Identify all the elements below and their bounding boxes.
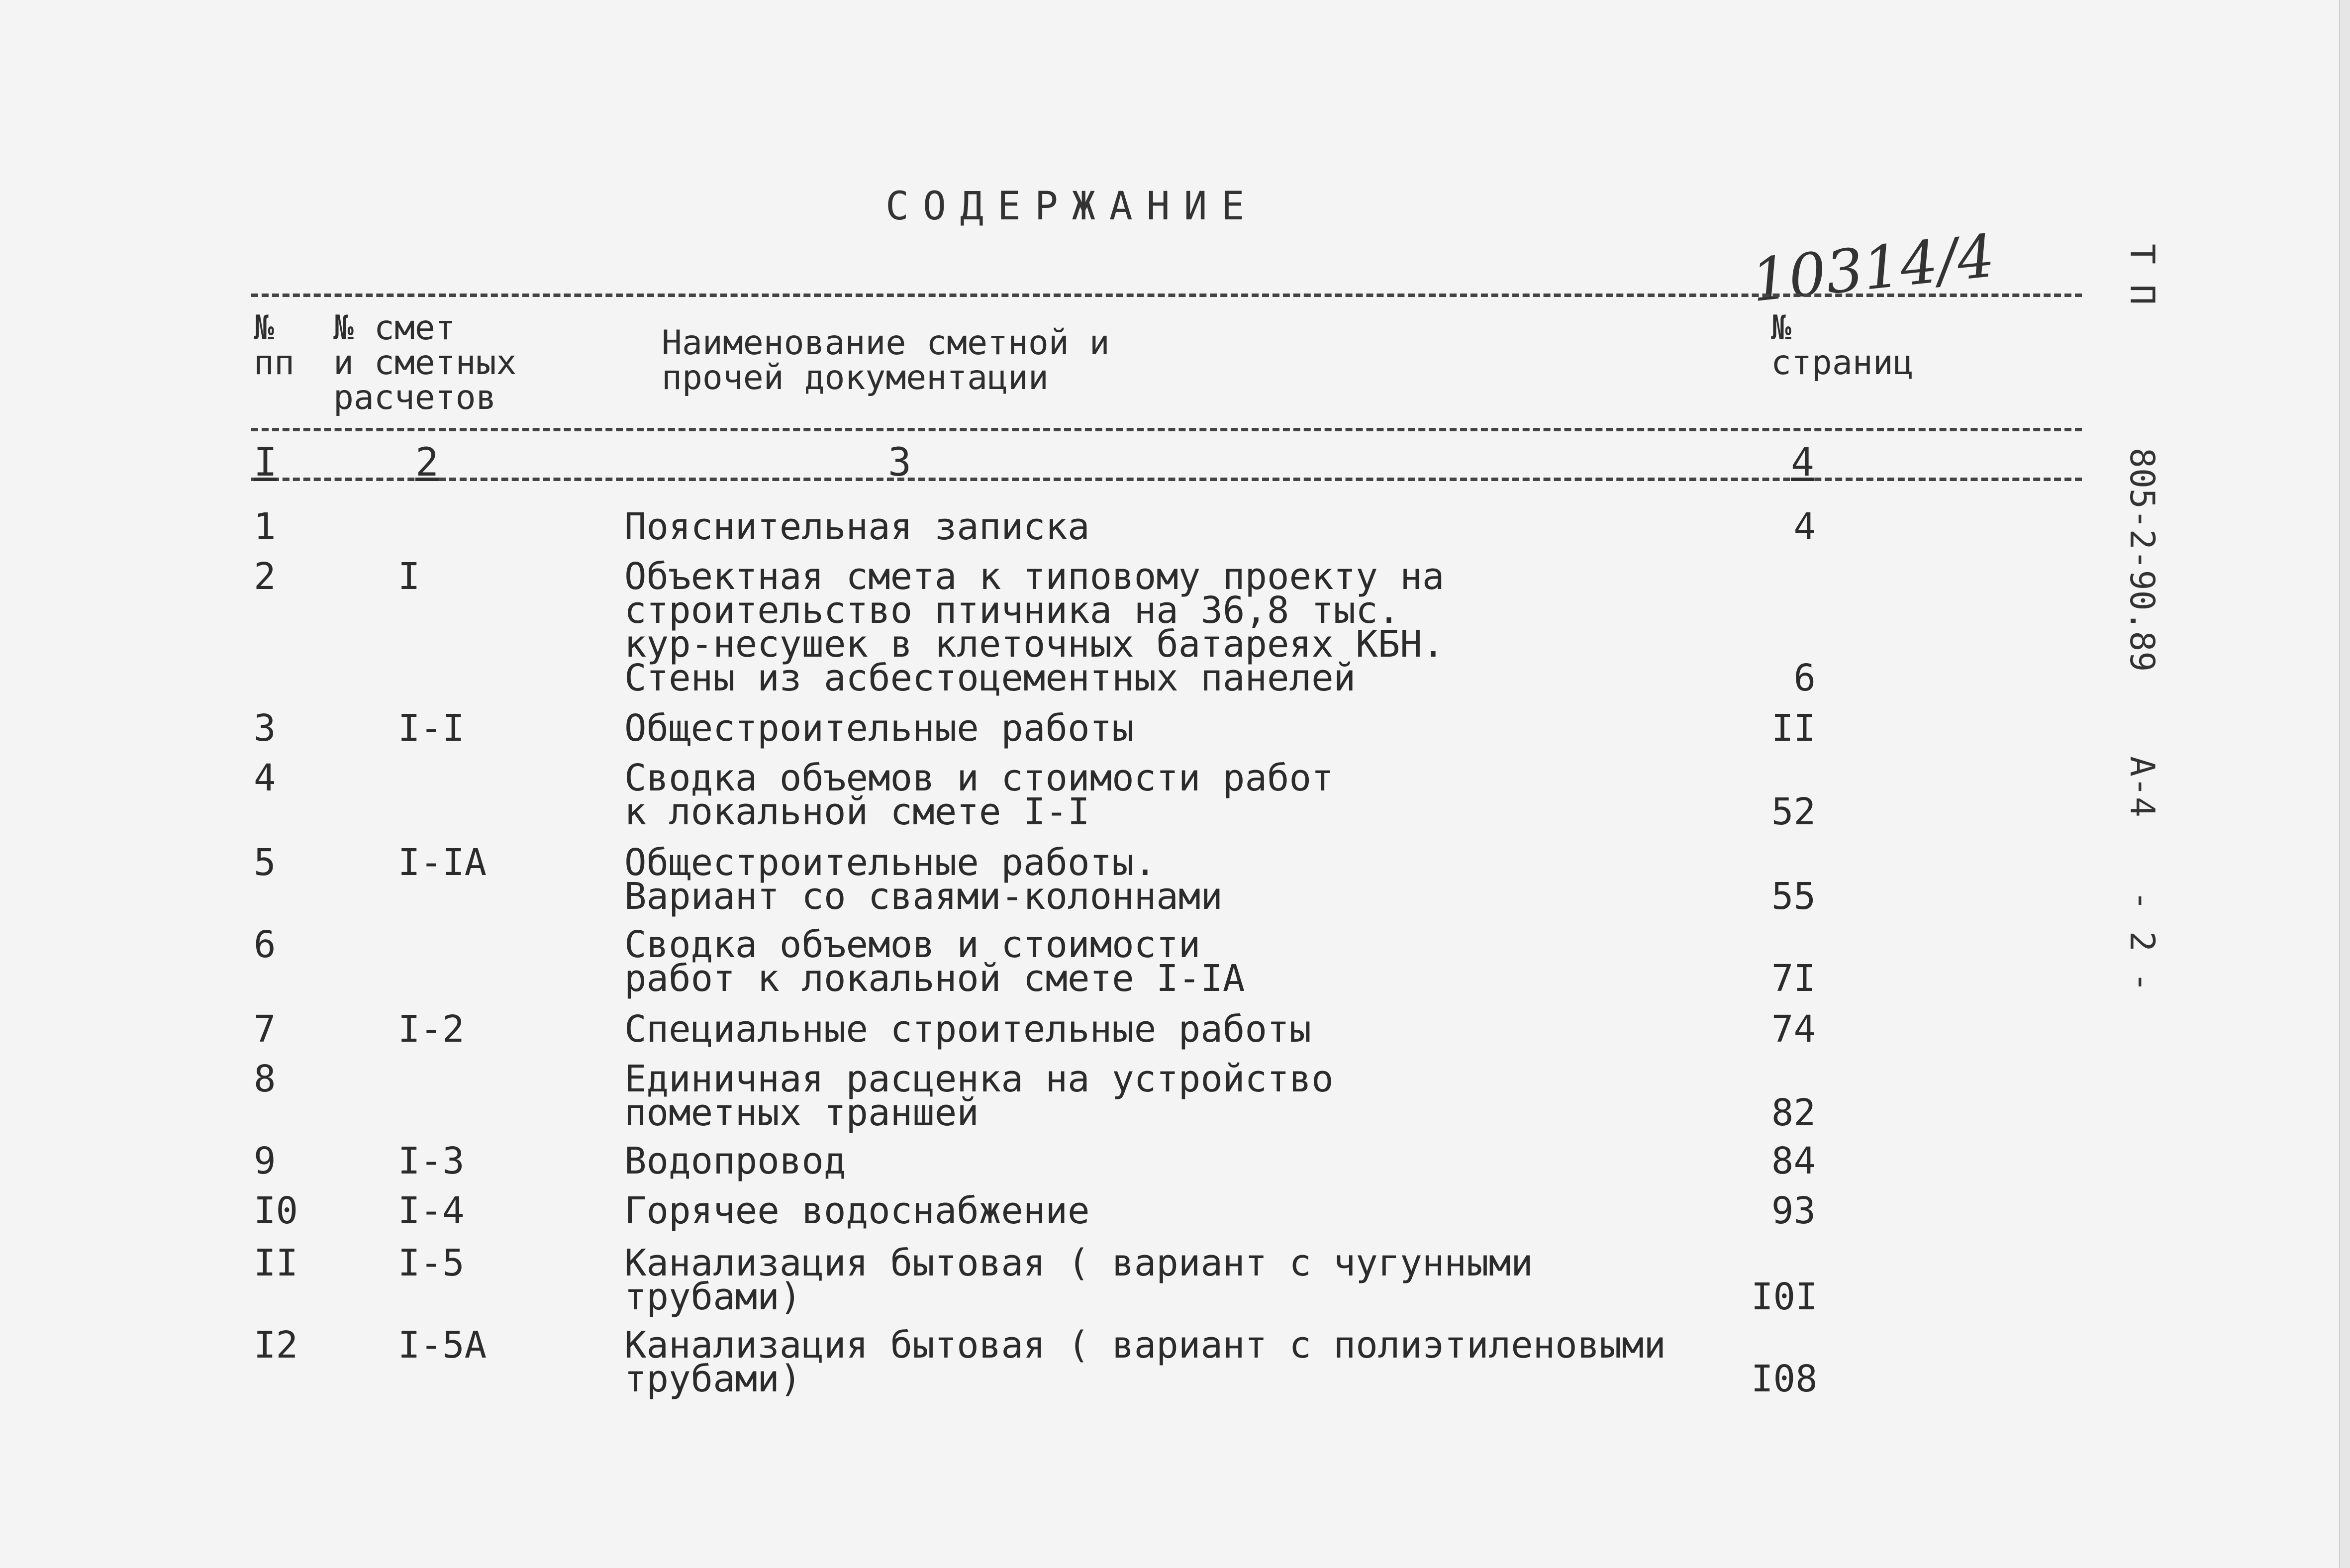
document-name [624, 1140, 846, 1182]
document-name-line: Пояснительная записка [624, 505, 1090, 548]
column-number-2: 2 [415, 440, 439, 485]
document-name-line: Сводка объемов и стоимости [624, 923, 1201, 966]
side-stamp-project: 805-2-90.89 [2122, 448, 2161, 672]
page-number: 84 [1771, 1140, 1816, 1182]
document-name [624, 555, 1445, 699]
row-number: 1 [254, 505, 276, 548]
header-estimate-number: № смет и сметных расчетов [333, 308, 517, 417]
page-number: 52 [1771, 790, 1816, 833]
document-name [624, 1324, 1666, 1400]
document-name [624, 707, 1134, 750]
page-number: 7I [1771, 957, 1816, 1000]
header-row-number: № пп [254, 308, 294, 383]
side-stamp-album: А-4 [2122, 756, 2161, 817]
page-number: II [1771, 707, 1816, 750]
estimate-code: I-3 [398, 1140, 465, 1182]
row-number: I0 [254, 1189, 298, 1232]
handwritten-inventory-number: 10314/4 [1748, 221, 1998, 315]
estimate-code: I-5A [398, 1324, 487, 1367]
document-name-line: пометных траншей [624, 1091, 979, 1134]
estimate-code: I-4 [398, 1189, 465, 1232]
row-number: 8 [254, 1058, 276, 1100]
row-number: 6 [254, 923, 276, 966]
document-name [624, 841, 1223, 918]
document-name-line: Водопровод [624, 1140, 846, 1182]
document-name [624, 1242, 1533, 1318]
document-name-line: трубами) [624, 1358, 802, 1400]
row-number: I2 [254, 1324, 298, 1367]
document-name-line: Общестроительные работы. [624, 841, 1157, 884]
header-bottom-rule [251, 428, 2082, 431]
side-stamp-sheet: - 2 - [2122, 890, 2161, 992]
document-name-line: Сводка объемов и стоимости работ [624, 757, 1334, 799]
document-name-line: Стены из асбестоцементных панелей [624, 657, 1356, 699]
row-number: 2 [254, 555, 276, 598]
document-name-line: работ к локальной смете I-IA [624, 957, 1245, 1000]
document-name [624, 1058, 1334, 1134]
row-number: 7 [254, 1008, 276, 1051]
page-number: 93 [1771, 1189, 1816, 1232]
document-name-line: Канализация бытовая ( вариант с полиэтиленовыми [624, 1324, 1666, 1367]
row-number: 4 [254, 757, 276, 799]
row-number: 9 [254, 1140, 276, 1182]
header-document-name: Наименование сметной и прочей документации [662, 323, 1110, 397]
document-name-line: кур-несушек в клеточных батареях КБН. [624, 623, 1445, 666]
document-name-line: Специальные строительные работы [624, 1008, 1312, 1051]
page-number: 4 [1793, 505, 1816, 548]
document-name-line: трубами) [624, 1275, 802, 1318]
estimate-code: I-I [398, 707, 465, 750]
document-name [624, 1189, 1090, 1232]
page-number: I08 [1751, 1358, 1818, 1400]
page-edge [2339, 0, 2350, 1568]
table-top-rule [251, 294, 2082, 297]
document-name [624, 923, 1245, 1000]
estimate-code: I-5 [398, 1242, 465, 1284]
document-name-line: Общестроительные работы [624, 707, 1134, 750]
page-number: I0I [1751, 1275, 1818, 1318]
document-name-line: Объектная смета к типовому проекту на [624, 555, 1445, 598]
document-name-line: Единичная расценка на устройство [624, 1058, 1334, 1100]
column-number-3: 3 [888, 440, 911, 485]
column-number-1: I [254, 440, 277, 485]
estimate-code: I-2 [398, 1008, 465, 1051]
estimate-code: I-IA [398, 841, 487, 884]
page-number: 82 [1771, 1091, 1816, 1134]
row-number: 5 [254, 841, 276, 884]
document-name-line: Горячее водоснабжение [624, 1189, 1090, 1232]
document-name-line: Канализация бытовая ( вариант с чугунными [624, 1242, 1533, 1284]
document-name-line: к локальной смете I-I [624, 790, 1090, 833]
header-page-number: № страниц [1771, 308, 1914, 383]
page-number: 6 [1793, 657, 1816, 699]
page-number: 55 [1771, 875, 1816, 918]
document-name-line: Вариант со сваями-колоннами [624, 875, 1223, 918]
document-title: СОДЕРЖАНИЕ [885, 184, 1259, 229]
document-name [624, 757, 1334, 833]
row-number: II [254, 1242, 298, 1284]
page-number: 74 [1771, 1008, 1816, 1051]
estimate-code: I [398, 555, 420, 598]
document-name [624, 1008, 1312, 1051]
column-number-4: 4 [1791, 440, 1814, 485]
row-number: 3 [254, 707, 276, 750]
document-name [624, 505, 1090, 548]
side-stamp-tp: Т П [2122, 244, 2161, 305]
document-name-line: строительство птичника на 36,8 тыс. [624, 589, 1400, 632]
